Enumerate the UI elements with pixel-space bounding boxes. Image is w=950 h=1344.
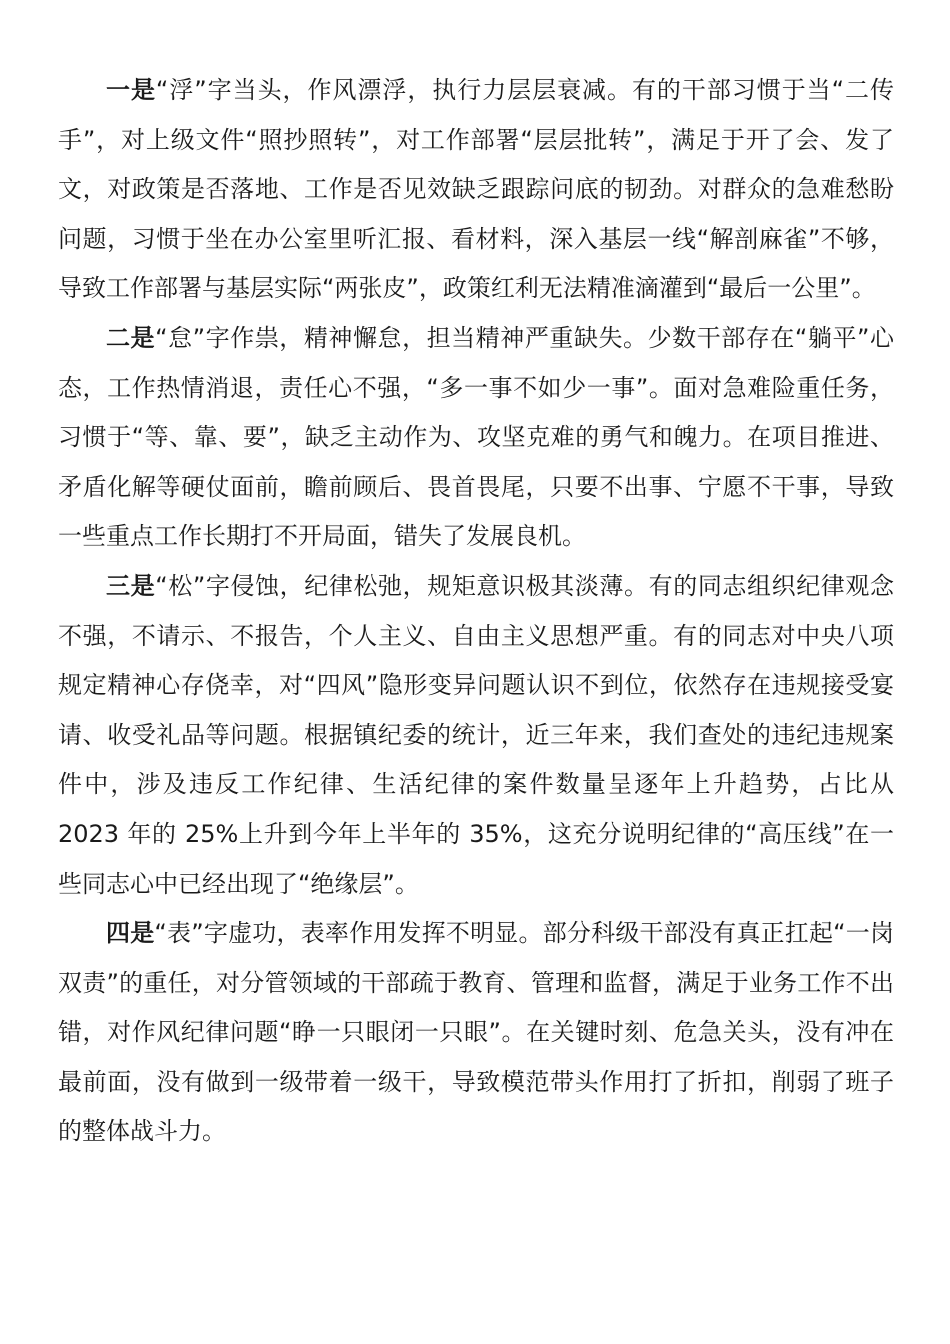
paragraph-2 [58, 314, 894, 562]
paragraph-3 [58, 562, 894, 909]
paragraph-1-lead: 一是 [106, 76, 156, 104]
paragraph-4 [58, 909, 894, 1157]
paragraph-1-body: “浮”字当头，作风漂浮，执行力层层衰减。有的干部习惯于当“二传手”，对上级文件“照抄照转”，对工作部署“层层批转”，满足于开了会、发了文，对政策是否落地、工作是否见效缺乏跟踪问底的韧劲。对群众的急难愁盼问题，习惯于坐在办公室里听汇报、看材料，深入基层一线“解剖麻雀”不够，导致工作部署与基层实际“两张皮”，政策红利无法精准滴灌到“最后一公里”。 [58, 76, 894, 303]
paragraph-3-body: “松”字侵蚀，纪律松弛，规矩意识极其淡薄。有的同志组织纪律观念不强，不请示、不报告，个人主义、自由主义思想严重。有的同志对中央八项规定精神心存侥幸，对“四风”隐形变异问题认识不到位，依然存在违规接受宴请、收受礼品等问题。根据镇纪委的统计，近三年来，我们查处的违纪违规案件中，涉及违反工作纪律、生活纪律的案件数量呈逐年上升趋势，占比从 2023 年的 25%上升到今年上半年的 35%，这充分说明纪律的“高压线”在一些同志心中已经出现了“绝缘层”。 [58, 571, 894, 898]
paragraph-4-body: “表”字虚功，表率作用发挥不明显。部分科级干部没有真正扛起“一岗双责”的重任，对分管领域的干部疏于教育、管理和监督，满足于业务工作不出错，对作风纪律问题“睁一只眼闭一只眼”。在关键时刻、危急关头，没有冲在最前面，没有做到一级带着一级干，导致模范带头作用打了折扣，削弱了班子的整体战斗力。 [58, 919, 894, 1146]
paragraph-4-lead: 四是 [106, 919, 155, 948]
paragraph-1 [58, 66, 894, 314]
paragraph-2-lead: 二是 [106, 323, 156, 352]
paragraph-2-body: “怠”字作祟，精神懈怠，担当精神严重缺失。少数干部存在“躺平”心态，工作热情消退，责任心不强，“多一事不如少一事”。面对急难险重任务，习惯于“等、靠、要”，缺乏主动作为、攻坚克难的勇气和魄力。在项目推进、矛盾化解等硬仗面前，瞻前顾后、畏首畏尾，只要不出事、宁愿不干事，导致一些重点工作长期打不开局面，错失了发展良机。 [58, 323, 895, 551]
document-page [58, 66, 894, 1157]
paragraph-3-lead: 三是 [106, 571, 156, 600]
